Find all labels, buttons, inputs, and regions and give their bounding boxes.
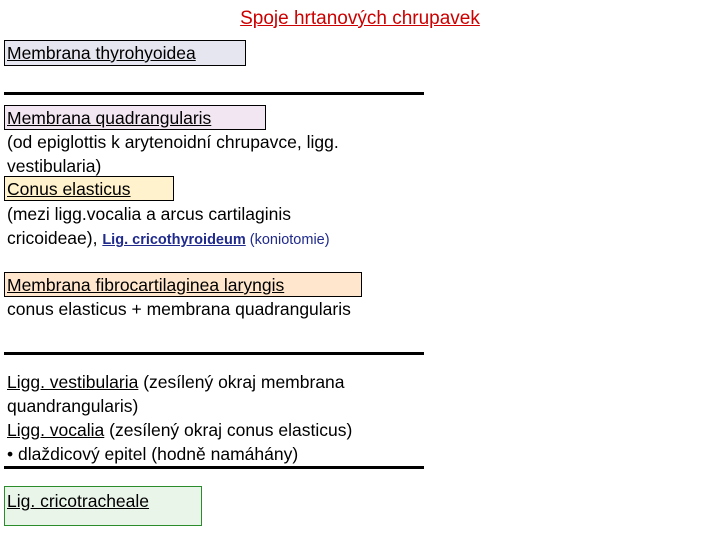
- divider: [4, 92, 424, 95]
- vocalia-line: [7, 418, 352, 442]
- label-vocalia: Ligg. vocalia: [7, 420, 105, 440]
- divider: [4, 466, 424, 469]
- fibro-line-1: conus elasticus + membrana quadrangularis: [7, 299, 351, 319]
- label-box-thyrohyoidea: [4, 40, 246, 66]
- vocalia-desc: (zesílený okraj conus elasticus): [104, 420, 353, 440]
- quadrangularis-line-2: vestibularia): [7, 156, 102, 176]
- vestibularia-line-1: [7, 370, 345, 394]
- label-box-conus: [4, 176, 174, 201]
- label-box-cricotracheale: [4, 486, 202, 526]
- label-box-fibro: [4, 272, 362, 297]
- label-fibro: Membrana fibrocartilaginea laryngis: [7, 275, 285, 295]
- page-title: Spoje hrtanových chrupavek: [240, 8, 480, 29]
- vestibularia-line-2: quandrangularis): [7, 396, 139, 416]
- label-vestibularia: Ligg. vestibularia: [7, 372, 139, 392]
- conus-line-2: [7, 226, 330, 252]
- conus-line-1: (mezi ligg.vocalia a arcus cartilaginis: [7, 204, 291, 224]
- label-quadrangularis: Membrana quadrangularis: [7, 108, 212, 128]
- conus-line-2-prefix: cricoideae),: [7, 228, 103, 248]
- vestibularia-desc: (zesílený okraj membrana: [138, 372, 345, 392]
- quadrangularis-line-1: (od epiglottis k arytenoidní chrupavce, ligg.: [7, 132, 339, 152]
- bullet-epitel: • dlaždicový epitel (hodně namáhány): [7, 444, 299, 464]
- conus-link-note: (koniotomie): [245, 232, 330, 248]
- divider: [4, 352, 424, 355]
- label-box-quadrangularis: [4, 105, 266, 130]
- link-cricothyroideum[interactable]: Lig. cricothyroideum: [102, 232, 246, 248]
- label-cricotracheale: Lig. cricotracheale: [7, 491, 150, 511]
- label-thyrohyoidea: Membrana thyrohyoidea: [7, 43, 196, 63]
- label-conus: Conus elasticus: [7, 179, 131, 199]
